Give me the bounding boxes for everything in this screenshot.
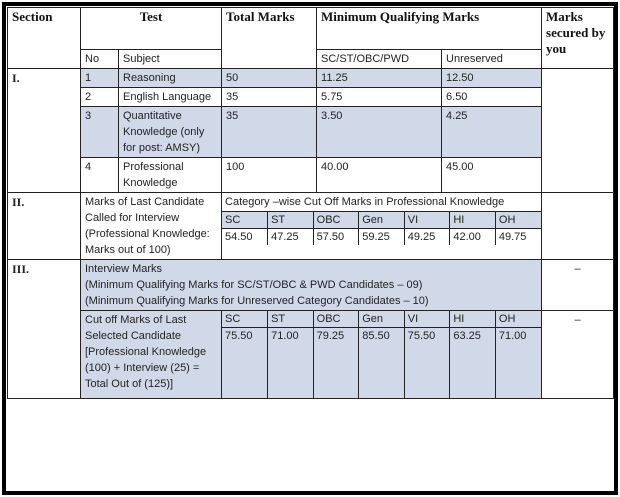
- category-value: 75.50: [404, 328, 450, 398]
- category-value: 57.50: [313, 229, 359, 246]
- category-value: 47.25: [268, 229, 314, 246]
- marks-table: [7, 7, 614, 399]
- row-unreserved: 4.25: [442, 107, 542, 158]
- row-total: 100: [222, 158, 317, 193]
- row-reserved: 3.50: [317, 107, 442, 158]
- header-min-marks: Minimum Qualifying Marks: [317, 8, 542, 50]
- interview-min-unreserved: (Minimum Qualifying Marks for Unreserved Category Candidates – 10): [85, 295, 429, 307]
- section-1-secured: [542, 69, 614, 193]
- category-header: Gen: [359, 311, 405, 328]
- section-3-cutoff-block: [222, 311, 542, 399]
- category-value: 59.25: [359, 229, 405, 246]
- header-secured: Marks secured by you: [542, 8, 614, 69]
- category-value: 75.50: [222, 328, 268, 398]
- category-header: VI: [404, 311, 450, 328]
- category-header: ST: [268, 212, 314, 229]
- row-reserved: 5.75: [317, 88, 442, 107]
- row-no: 4: [81, 158, 119, 193]
- category-header: Gen: [359, 212, 405, 229]
- section-1-label: I.: [8, 69, 81, 193]
- category-value: 49.25: [404, 229, 450, 246]
- document-page: [6, 6, 614, 491]
- section-2-cutoff-table: [222, 212, 541, 245]
- section-2-cutoff-block: [222, 193, 542, 260]
- category-header: SC: [222, 212, 268, 229]
- category-header: ST: [268, 311, 314, 328]
- row-reserved: 11.25: [317, 69, 442, 88]
- row-unreserved: 6.50: [442, 88, 542, 107]
- header-total-marks: Total Marks: [222, 8, 317, 69]
- category-header: OBC: [313, 212, 359, 229]
- row-subject: English Language: [119, 88, 222, 107]
- category-header: VI: [404, 212, 450, 229]
- category-value: 85.50: [359, 328, 405, 398]
- category-value: 63.25: [450, 328, 496, 398]
- category-value: 71.00: [498, 330, 527, 342]
- category-value: 49.75: [498, 231, 527, 243]
- header-no: No: [81, 50, 119, 69]
- category-value: 79.25: [313, 328, 359, 398]
- section-2-secured: [542, 193, 614, 260]
- section-2-category-title: Category –wise Cut Off Marks in Professional Knowledge: [222, 193, 541, 212]
- category-header: SC: [222, 311, 268, 328]
- header-test: Test: [81, 8, 222, 50]
- section-2-description: Marks of Last Candidate Called for Interview (Professional Knowledge: Marks out of 100): [81, 193, 222, 260]
- header-subject: Subject: [119, 50, 222, 69]
- row-no: 1: [81, 69, 119, 88]
- row-total: 50: [222, 69, 317, 88]
- header-section: Section: [8, 8, 81, 69]
- category-header: OH: [495, 212, 541, 229]
- row-subject: Reasoning: [119, 69, 222, 88]
- interview-title: Interview Marks: [85, 263, 163, 275]
- interview-min-reserved: (Minimum Qualifying Marks for SC/ST/OBC & PWD Candidates – 09): [85, 279, 423, 291]
- section-3-secured-interview: –: [542, 260, 614, 311]
- row-no: 2: [81, 88, 119, 107]
- row-unreserved: 45.00: [442, 158, 542, 193]
- section-3-secured-total: –: [542, 311, 614, 399]
- category-header: OBC: [313, 311, 359, 328]
- row-reserved: 40.00: [317, 158, 442, 193]
- section-3-cutoff-description: Cut off Marks of Last Selected Candidate [Professional Knowledge (100) + Interview (25) = Total Out of (125)]: [81, 311, 222, 399]
- row-subject: Quantitative Knowledge (only for post: AMSY): [119, 107, 222, 158]
- category-value: 71.00: [268, 328, 314, 398]
- section-3-cutoff-table: [222, 311, 541, 398]
- category-header: HI: [450, 212, 496, 229]
- row-no: 3: [81, 107, 119, 158]
- row-total: 35: [222, 88, 317, 107]
- row-unreserved: 12.50: [442, 69, 542, 88]
- row-subject: Professional Knowledge: [119, 158, 222, 193]
- section-3-interview: [81, 260, 542, 311]
- section-2-label: II.: [8, 193, 81, 260]
- category-value: 54.50: [222, 229, 268, 246]
- row-total: 35: [222, 107, 317, 158]
- section-3-label: III.: [8, 260, 81, 399]
- category-header: HI: [450, 311, 496, 328]
- header-reserved: SC/ST/OBC/PWD: [317, 50, 442, 69]
- category-header: OH: [495, 311, 541, 328]
- category-value: 42.00: [450, 229, 496, 246]
- document-frame: [2, 2, 618, 495]
- header-unreserved: Unreserved: [442, 50, 542, 69]
